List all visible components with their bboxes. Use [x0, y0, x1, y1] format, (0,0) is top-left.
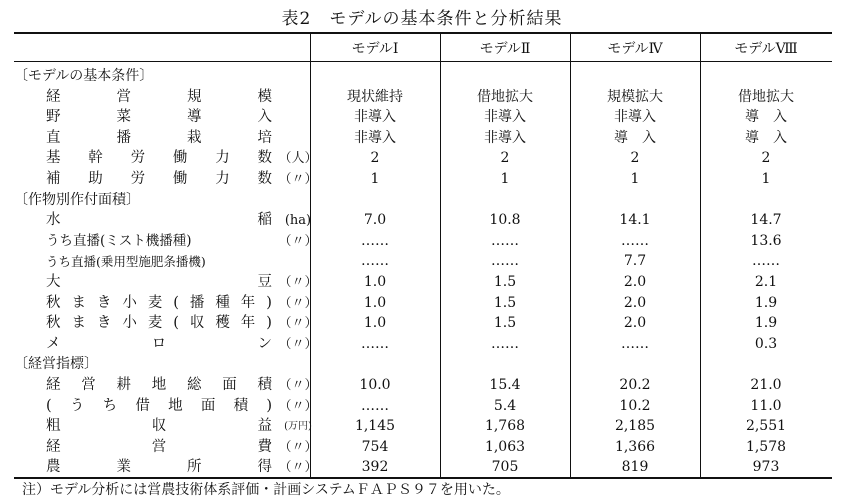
table-cell: 705 [491, 459, 519, 476]
row-label: 野 菜 導 入 [46, 109, 272, 126]
row-label: ( う ち 借 地 面 積 ) [46, 397, 272, 414]
row-unit: （〃） [278, 398, 318, 414]
table-cell: 21.0 [750, 377, 782, 393]
table-cell: 借地拡大 [477, 88, 533, 105]
table-cell: …… [361, 335, 389, 352]
row-label: 補 助 労 働 力 数 [46, 171, 272, 187]
table-row [14, 335, 832, 354]
row-label: うち直播(乗用型施肥条播機) [46, 254, 206, 270]
table-cell: 7.0 [363, 212, 387, 229]
row-unit: （〃） [278, 316, 318, 332]
table-cell: 5.4 [493, 397, 517, 414]
table-cell: 1,578 [745, 438, 787, 455]
table-cell: …… [491, 253, 519, 270]
table-cell: …… [491, 335, 519, 352]
table-row [14, 88, 832, 107]
table-cell: 1,366 [614, 438, 656, 455]
row-label: うち直播(ミスト機播種) [46, 232, 192, 249]
row-label: 経 営 耕 地 総 面 積 [46, 377, 272, 393]
table-cell: 7.7 [623, 253, 647, 270]
table-cell: …… [491, 232, 519, 249]
row-label: 粗 収 益 [46, 418, 272, 435]
table-cell: 2 [630, 150, 640, 167]
table-cell: 754 [361, 438, 389, 455]
table-footnote: 注）モデル分析には営農技術体系評価・計画システムＦＡＰＳ９７を用いた。 [22, 482, 510, 498]
table-cell: 1.9 [754, 315, 778, 332]
table-row [14, 397, 832, 416]
table-row [14, 108, 832, 127]
row-unit: （〃） [278, 295, 318, 311]
table-row [14, 211, 832, 230]
table-cell: 11.0 [750, 397, 782, 414]
section-heading-row [14, 191, 832, 210]
table-row [14, 458, 832, 477]
table-cell: 819 [621, 459, 649, 476]
table-row [14, 232, 832, 251]
row-label: 秋 ま き 小 麦 ( 収 穫 年 ) [46, 315, 272, 332]
table-cell: 392 [361, 459, 389, 476]
table-row [14, 129, 832, 148]
table-cell: 非導入 [354, 129, 396, 146]
table-cell: 2 [500, 150, 510, 167]
table-cell: 1.0 [363, 274, 387, 290]
table-cell: …… [621, 232, 649, 249]
section-heading: 〔経営指標〕 [14, 356, 98, 373]
row-label: 農 業 所 得 [46, 459, 272, 476]
table-cell: 1.0 [363, 294, 387, 311]
table-row [14, 376, 832, 395]
table-cell: 13.6 [750, 232, 782, 249]
table-cell: 1.5 [493, 315, 517, 332]
row-label: 経 営 費 [46, 438, 272, 455]
row-unit: （〃） [278, 275, 318, 290]
table-cell: 14.7 [750, 212, 782, 229]
table-cell: 規模拡大 [607, 88, 663, 105]
column-header-model-1: モデルⅠ [351, 41, 399, 57]
row-unit: （人） [278, 151, 318, 167]
table-cell: 10.2 [619, 397, 651, 414]
table-cell: …… [361, 232, 389, 249]
section-heading-row [14, 67, 832, 86]
row-label: 秋 ま き 小 麦 ( 播 種 年 ) [46, 294, 272, 311]
row-unit: (ha) [284, 213, 312, 229]
column-header-model-8: モデルⅧ [734, 41, 798, 57]
table-cell: 1.5 [493, 294, 517, 311]
table-row [14, 252, 832, 271]
table-cell: 非導入 [484, 129, 526, 146]
row-label: 大 豆 [46, 274, 272, 290]
table-cell: 1 [500, 171, 510, 187]
table-row [14, 314, 832, 333]
table-row [14, 170, 832, 189]
table-cell: 1 [370, 171, 380, 187]
table-cell: …… [621, 335, 649, 352]
table-cell: 1 [761, 171, 771, 187]
row-unit: （〃） [278, 233, 318, 249]
row-label: 直 播 栽 培 [46, 129, 272, 146]
row-label: 基 幹 労 働 力 数 [46, 150, 272, 167]
table-cell: 1 [630, 171, 640, 187]
column-header-model-4: モデルⅣ [607, 41, 663, 57]
table-row [14, 273, 832, 292]
table-cell: …… [361, 253, 389, 270]
table-cell: 現状維持 [347, 88, 403, 105]
table-cell: 10.8 [489, 212, 521, 229]
table-cell: …… [752, 253, 780, 270]
table-row [14, 149, 832, 168]
top-rule [14, 32, 832, 34]
table-cell: 0.3 [754, 335, 778, 352]
table-cell: 2.0 [623, 294, 647, 311]
row-unit: （〃） [278, 378, 318, 393]
table-cell: 導 入 [745, 129, 787, 146]
section-heading: 〔作物別作付面積〕 [14, 191, 140, 208]
table-row [14, 438, 832, 457]
table-cell: 2,551 [745, 418, 787, 435]
table-row [14, 294, 832, 313]
table-cell: 借地拡大 [738, 88, 794, 105]
table-cell: 2.0 [623, 315, 647, 332]
table-cell: 1.9 [754, 294, 778, 311]
table-cell: 2,185 [614, 418, 656, 435]
row-label: メ ロ ン [46, 335, 272, 352]
table-cell: 非導入 [484, 109, 526, 126]
table-cell: 非導入 [354, 109, 396, 126]
table-cell: 2.0 [623, 274, 647, 290]
table-cell: 15.4 [489, 377, 521, 393]
table-cell: …… [361, 397, 389, 414]
table-title: 表2 モデルの基本条件と分析結果 [281, 9, 563, 29]
table-cell: 14.1 [619, 212, 651, 229]
section-heading: 〔モデルの基本条件〕 [14, 68, 154, 84]
table-cell: 20.2 [619, 377, 651, 393]
table-cell: 導 入 [745, 109, 787, 126]
table-cell: 1.5 [493, 274, 517, 290]
column-header-model-2: モデルⅡ [479, 41, 531, 57]
row-unit: （〃） [278, 460, 318, 476]
row-unit: (万円) [284, 421, 312, 433]
table-cell: 10.0 [359, 377, 391, 393]
row-unit: （〃） [278, 439, 318, 455]
row-unit: （〃） [278, 336, 318, 352]
table-cell: 1,768 [484, 418, 526, 435]
table-cell: 1,063 [484, 438, 526, 455]
table-cell: 導 入 [614, 129, 656, 146]
row-label: 経 営 規 模 [46, 88, 272, 105]
table-cell: 2 [370, 150, 380, 167]
table-row [14, 417, 832, 436]
table-cell: 973 [752, 459, 780, 476]
row-unit: （〃） [278, 172, 318, 187]
table-cell: 2.1 [754, 274, 778, 290]
table-cell: 1,145 [354, 418, 396, 435]
table-cell: 2 [761, 150, 771, 167]
table-cell: 1.0 [363, 315, 387, 332]
table-cell: 非導入 [614, 109, 656, 126]
section-heading-row [14, 355, 832, 374]
row-label: 水 稲 [46, 212, 272, 229]
header-rule [14, 61, 832, 62]
